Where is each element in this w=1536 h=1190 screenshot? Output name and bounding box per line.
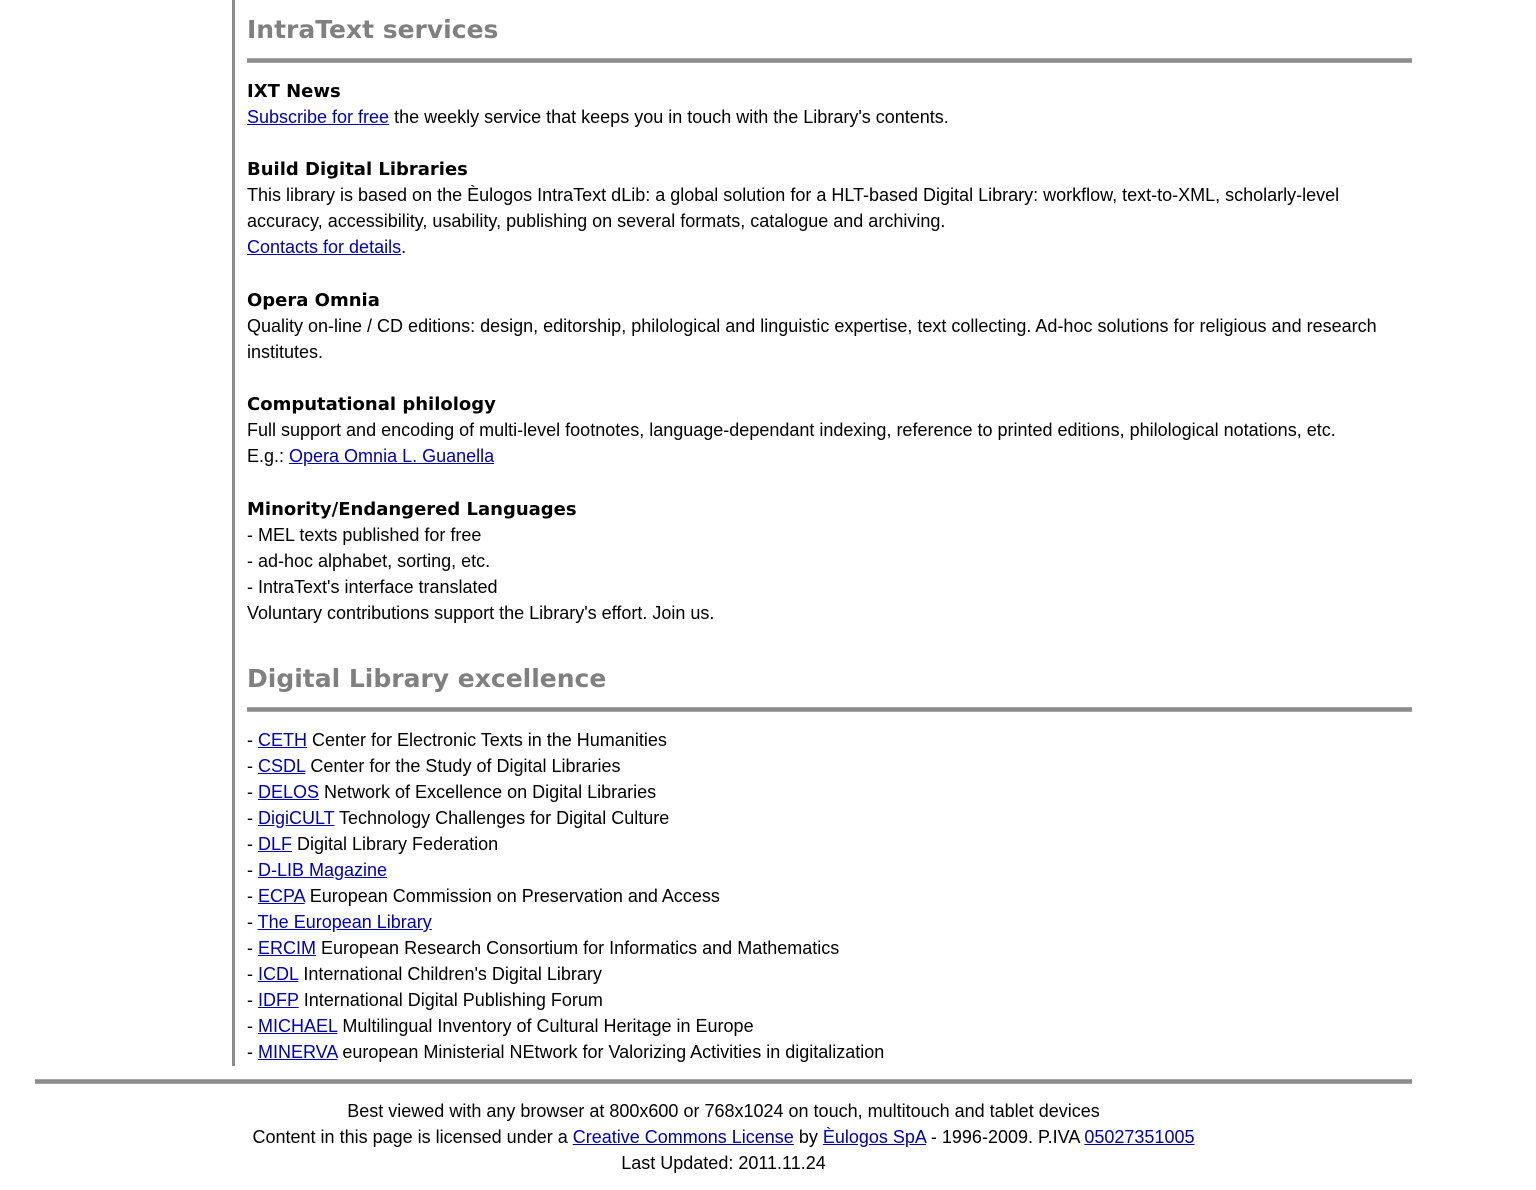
- ixt-news-block: [247, 80, 1412, 130]
- excellence-link[interactable]: D-LIB Magazine: [258, 860, 388, 880]
- excellence-link[interactable]: DLF: [258, 834, 293, 854]
- excellence-desc: International Children's Digital Library: [298, 964, 602, 984]
- years-piva-text: - 1996-2009. P.IVA: [925, 1127, 1085, 1147]
- minority-block: [247, 498, 1412, 626]
- excellence-item: [247, 1013, 1412, 1039]
- build-block: [247, 158, 1412, 260]
- excellence-item: [247, 909, 1412, 935]
- computational-heading: Computational philology: [247, 394, 496, 415]
- excellence-link[interactable]: ERCIM: [258, 938, 316, 958]
- eulogos-link[interactable]: Èulogos SpA: [822, 1127, 926, 1147]
- creative-commons-link[interactable]: Creative Commons License: [572, 1127, 794, 1147]
- bullet-dash: -: [247, 756, 258, 776]
- excellence-item: [247, 883, 1412, 909]
- minority-closing: Voluntary contributions support the Library's effort. Join us.: [247, 603, 715, 623]
- excellence-item: [247, 779, 1412, 805]
- opera-heading: Opera Omnia: [247, 290, 380, 311]
- excellence-desc: European Research Consortium for Informatics and Mathematics: [316, 938, 840, 958]
- excellence-item: [247, 753, 1412, 779]
- bullet-dash: -: [247, 912, 258, 932]
- excellence-desc: Center for Electronic Texts in the Humanities: [307, 730, 667, 750]
- minority-item: - IntraText's interface translated: [247, 577, 498, 597]
- excellence-item: [247, 831, 1412, 857]
- excellence-title: Digital Library excellence: [247, 664, 607, 693]
- bullet-dash: -: [247, 1042, 258, 1062]
- subscribe-link[interactable]: Subscribe for free: [247, 107, 390, 127]
- bullet-dash: -: [247, 808, 258, 828]
- excellence-link[interactable]: DigiCULT: [258, 808, 335, 828]
- excellence-desc: Center for the Study of Digital Libraries: [305, 756, 621, 776]
- excellence-item: [247, 805, 1412, 831]
- excellence-link[interactable]: CETH: [258, 730, 307, 750]
- excellence-link[interactable]: CSDL: [258, 756, 306, 776]
- bullet-dash: -: [247, 1016, 258, 1036]
- bullet-dash: -: [247, 938, 258, 958]
- excellence-item: [247, 935, 1412, 961]
- bullet-dash: -: [247, 730, 258, 750]
- excellence-divider: [247, 707, 1412, 712]
- contacts-link[interactable]: Contacts for details: [247, 237, 402, 257]
- excellence-link[interactable]: ECPA: [258, 886, 305, 906]
- opera-block: [247, 289, 1412, 365]
- last-updated: Last Updated: 2011.11.24: [621, 1153, 826, 1173]
- excellence-desc: Network of Excellence on Digital Libraries: [319, 782, 657, 802]
- excellence-list: [247, 727, 1412, 1065]
- build-text: This library is based on the Èulogos IntraText dLib: a global solution for a HLT-based Digital Library: workflow, text-to-XML, scholarly-level accuracy, accessibility, usability, publishing on several formats, catalogue and archiving.: [247, 185, 1340, 231]
- opera-text: Quality on-line / CD editions: design, editorship, philological and linguistic expertise, text collecting. Ad-hoc solutions for religious and research institutes.: [247, 316, 1377, 362]
- excellence-desc: European Commission on Preservation and Access: [304, 886, 720, 906]
- license-prefix: Content in this page is licensed under a: [252, 1127, 573, 1147]
- guanella-link[interactable]: Opera Omnia L. Guanella: [289, 446, 495, 466]
- eg-label: E.g.:: [247, 446, 290, 466]
- bullet-dash: -: [247, 990, 258, 1010]
- excellence-link[interactable]: ICDL: [258, 964, 299, 984]
- excellence-item: [247, 857, 1412, 883]
- excellence-desc: european Ministerial NEtwork for Valorizing Activities in digitalization: [337, 1042, 885, 1062]
- bullet-dash: -: [247, 860, 258, 880]
- footer-license-line: [35, 1124, 1412, 1150]
- bullet-dash: -: [247, 834, 258, 854]
- services-title: IntraText services: [247, 15, 499, 44]
- period: .: [401, 237, 407, 257]
- excellence-item: [247, 1039, 1412, 1065]
- services-divider: [247, 58, 1412, 63]
- build-heading: Build Digital Libraries: [247, 159, 468, 180]
- excellence-link[interactable]: The European Library: [257, 912, 432, 932]
- content-column: [232, 0, 1415, 1066]
- excellence-desc: Digital Library Federation: [292, 834, 499, 854]
- bullet-dash: -: [247, 782, 258, 802]
- excellence-link[interactable]: DELOS: [258, 782, 320, 802]
- excellence-item: [247, 961, 1412, 987]
- by-text: by: [793, 1127, 823, 1147]
- minority-item: - MEL texts published for free: [247, 525, 482, 545]
- excellence-desc: International Digital Publishing Forum: [298, 990, 603, 1010]
- minority-item: - ad-hoc alphabet, sorting, etc.: [247, 551, 491, 571]
- excellence-link[interactable]: IDFP: [258, 990, 299, 1010]
- excellence-desc: Technology Challenges for Digital Culture: [334, 808, 670, 828]
- ixt-news-text: the weekly service that keeps you in touch with the Library's contents.: [389, 107, 949, 127]
- computational-block: [247, 393, 1412, 469]
- ixt-news-heading: IXT News: [247, 81, 341, 102]
- excellence-item: [247, 987, 1412, 1013]
- excellence-link[interactable]: MICHAEL: [258, 1016, 338, 1036]
- bullet-dash: -: [247, 886, 258, 906]
- minority-heading: Minority/Endangered Languages: [247, 499, 577, 520]
- excellence-item: [247, 727, 1412, 753]
- computational-text: Full support and encoding of multi-level footnotes, language-dependant indexing, reference to printed editions, philological notations, etc.: [247, 420, 1336, 440]
- footer: [35, 1098, 1412, 1176]
- excellence-desc: Multilingual Inventory of Cultural Heritage in Europe: [337, 1016, 754, 1036]
- footer-divider: [35, 1079, 1412, 1084]
- excellence-link[interactable]: MINERVA: [258, 1042, 338, 1062]
- footer-browser-note: Best viewed with any browser at 800x600 or 768x1024 on touch, multitouch and tablet devices: [347, 1101, 1100, 1121]
- bullet-dash: -: [247, 964, 258, 984]
- piva-link[interactable]: 05027351005: [1084, 1127, 1195, 1147]
